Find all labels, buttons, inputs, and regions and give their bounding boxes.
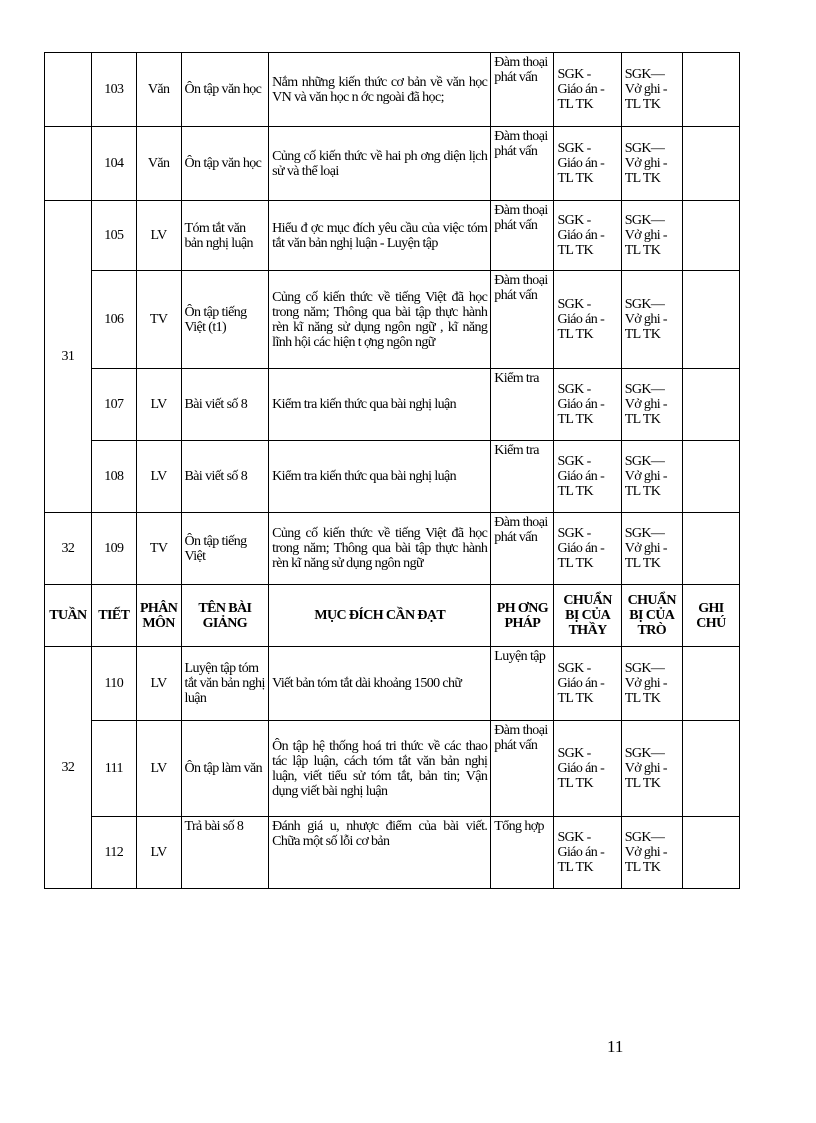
header-lesson-title: TÊN BÀI GIẢNG bbox=[181, 585, 269, 647]
student-prep-cell: SGK— Vở ghi - TL TK bbox=[621, 53, 682, 127]
lesson-title-cell: Ôn tập văn học bbox=[181, 53, 269, 127]
week-cell-empty bbox=[45, 127, 92, 201]
method-cell: Đàm thoại phát vấn bbox=[491, 513, 554, 585]
lesson-title-cell: Bài viết số 8 bbox=[181, 369, 269, 441]
objective-cell: Viết bản tóm tắt dài khoảng 1500 chữ bbox=[269, 647, 491, 721]
student-prep-cell: SGK— Vở ghi - TL TK bbox=[621, 271, 682, 369]
table-row bbox=[45, 721, 740, 817]
subject-cell: LV bbox=[136, 441, 181, 513]
student-prep-cell: SGK— Vở ghi - TL TK bbox=[621, 721, 682, 817]
subject-cell: TV bbox=[136, 271, 181, 369]
period-cell: 110 bbox=[91, 647, 136, 721]
table-row bbox=[45, 817, 740, 889]
header-teacher-prep: CHUẨN BỊ CỦA THẦY bbox=[554, 585, 621, 647]
table-row bbox=[45, 53, 740, 127]
note-cell bbox=[682, 513, 739, 585]
student-prep-cell: SGK— Vở ghi - TL TK bbox=[621, 647, 682, 721]
period-cell: 104 bbox=[91, 127, 136, 201]
note-cell bbox=[682, 647, 739, 721]
teacher-prep-cell: SGK - Giáo án - TL TK bbox=[554, 369, 621, 441]
subject-cell: LV bbox=[136, 817, 181, 889]
period-cell: 112 bbox=[91, 817, 136, 889]
lesson-title-cell: Ôn tập tiếng Việt (t1) bbox=[181, 271, 269, 369]
table-header-row bbox=[45, 585, 740, 647]
note-cell bbox=[682, 817, 739, 889]
student-prep-cell: SGK— Vở ghi - TL TK bbox=[621, 201, 682, 271]
subject-cell: Văn bbox=[136, 127, 181, 201]
header-note: GHI CHÚ bbox=[682, 585, 739, 647]
teacher-prep-cell: SGK - Giáo án - TL TK bbox=[554, 513, 621, 585]
note-cell bbox=[682, 721, 739, 817]
method-cell: Đàm thoại phát vấn bbox=[491, 127, 554, 201]
week-cell: 32 bbox=[45, 513, 92, 585]
table-row bbox=[45, 369, 740, 441]
teacher-prep-cell: SGK - Giáo án - TL TK bbox=[554, 53, 621, 127]
subject-cell: LV bbox=[136, 201, 181, 271]
method-cell: Tổng hợp bbox=[491, 817, 554, 889]
period-cell: 105 bbox=[91, 201, 136, 271]
objective-cell: Củng cố kiến thức về tiếng Việt đã học trong năm; Thông qua bài tập thực hành rèn kĩ năng sử dụng ngôn ngữ , kĩ năng lĩnh hội các hiện t ợng ngôn ngữ bbox=[269, 271, 491, 369]
note-cell bbox=[682, 53, 739, 127]
teacher-prep-cell: SGK - Giáo án - TL TK bbox=[554, 271, 621, 369]
period-cell: 108 bbox=[91, 441, 136, 513]
note-cell bbox=[682, 369, 739, 441]
note-cell bbox=[682, 201, 739, 271]
table-row bbox=[45, 513, 740, 585]
period-cell: 107 bbox=[91, 369, 136, 441]
objective-cell: Đánh giá u, nhược điểm của bài viết. Chữa một số lỗi cơ bản bbox=[269, 817, 491, 889]
student-prep-cell: SGK— Vở ghi - TL TK bbox=[621, 513, 682, 585]
teacher-prep-cell: SGK - Giáo án - TL TK bbox=[554, 441, 621, 513]
header-subject: PHÂN MÔN bbox=[136, 585, 181, 647]
method-cell: Đàm thoại phát vấn bbox=[491, 271, 554, 369]
period-cell: 103 bbox=[91, 53, 136, 127]
teacher-prep-cell: SGK - Giáo án - TL TK bbox=[554, 721, 621, 817]
objective-cell: Kiểm tra kiến thức qua bài nghị luận bbox=[269, 441, 491, 513]
lesson-title-cell: Luyện tập tóm tắt văn bản nghị luận bbox=[181, 647, 269, 721]
method-cell: Kiểm tra bbox=[491, 441, 554, 513]
objective-cell: Củng cố kiến thức về tiếng Việt đã học trong năm; Thông qua bài tập thực hành rèn kĩ năng sử dụng ngôn ngữ bbox=[269, 513, 491, 585]
table-row bbox=[45, 271, 740, 369]
week-cell: 32 bbox=[45, 647, 92, 889]
student-prep-cell: SGK— Vở ghi - TL TK bbox=[621, 369, 682, 441]
header-period: TIẾT bbox=[91, 585, 136, 647]
table-row bbox=[45, 441, 740, 513]
period-cell: 111 bbox=[91, 721, 136, 817]
method-cell: Luyện tập bbox=[491, 647, 554, 721]
method-cell: Kiểm tra bbox=[491, 369, 554, 441]
teacher-prep-cell: SGK - Giáo án - TL TK bbox=[554, 647, 621, 721]
subject-cell: LV bbox=[136, 369, 181, 441]
header-objective: MỤC ĐÍCH CẦN ĐẠT bbox=[269, 585, 491, 647]
week-cell-empty bbox=[45, 53, 92, 127]
header-week: TUẦN bbox=[45, 585, 92, 647]
objective-cell: Củng cố kiến thức về hai ph ơng diện lịch sử và thể loại bbox=[269, 127, 491, 201]
header-student-prep: CHUẨN BỊ CỦA TRÒ bbox=[621, 585, 682, 647]
note-cell bbox=[682, 271, 739, 369]
teacher-prep-cell: SGK - Giáo án - TL TK bbox=[554, 127, 621, 201]
objective-cell: Nắm những kiến thức cơ bản về văn học VN và văn học n ớc ngoài đã học; bbox=[269, 53, 491, 127]
subject-cell: TV bbox=[136, 513, 181, 585]
objective-cell: Ôn tập hệ thống hoá tri thức về các thao tác lập luận, cách tóm tắt văn bản nghị luận, viết tiểu sử tóm tắt, bản tin; Vận dụng viết bài nghị luận bbox=[269, 721, 491, 817]
table-row bbox=[45, 201, 740, 271]
page-number: 11 bbox=[607, 1037, 624, 1056]
table-row bbox=[45, 647, 740, 721]
objective-cell: Kiểm tra kiến thức qua bài nghị luận bbox=[269, 369, 491, 441]
week-cell: 31 bbox=[45, 201, 92, 513]
note-cell bbox=[682, 127, 739, 201]
period-cell: 106 bbox=[91, 271, 136, 369]
lesson-title-cell: Ôn tập tiếng Việt bbox=[181, 513, 269, 585]
student-prep-cell: SGK— Vở ghi - TL TK bbox=[621, 817, 682, 889]
method-cell: Đàm thoại phát vấn bbox=[491, 53, 554, 127]
objective-cell: Hiểu đ ợc mục đích yêu cầu của việc tóm tắt văn bản nghị luận - Luyện tập bbox=[269, 201, 491, 271]
lesson-title-cell: Ôn tập làm văn bbox=[181, 721, 269, 817]
note-cell bbox=[682, 441, 739, 513]
teacher-prep-cell: SGK - Giáo án - TL TK bbox=[554, 817, 621, 889]
table-row bbox=[45, 127, 740, 201]
header-method: PH ƠNG PHÁP bbox=[491, 585, 554, 647]
lesson-plan-table bbox=[44, 52, 740, 889]
student-prep-cell: SGK— Vở ghi - TL TK bbox=[621, 127, 682, 201]
lesson-title-cell: Tóm tắt văn bản nghị luận bbox=[181, 201, 269, 271]
subject-cell: LV bbox=[136, 721, 181, 817]
lesson-title-cell: Ôn tập văn học bbox=[181, 127, 269, 201]
teacher-prep-cell: SGK - Giáo án - TL TK bbox=[554, 201, 621, 271]
method-cell: Đàm thoại phát vấn bbox=[491, 721, 554, 817]
period-cell: 109 bbox=[91, 513, 136, 585]
subject-cell: LV bbox=[136, 647, 181, 721]
subject-cell: Văn bbox=[136, 53, 181, 127]
method-cell: Đàm thoại phát vấn bbox=[491, 201, 554, 271]
student-prep-cell: SGK— Vở ghi - TL TK bbox=[621, 441, 682, 513]
lesson-title-cell: Trả bài số 8 bbox=[181, 817, 269, 889]
lesson-title-cell: Bài viết số 8 bbox=[181, 441, 269, 513]
